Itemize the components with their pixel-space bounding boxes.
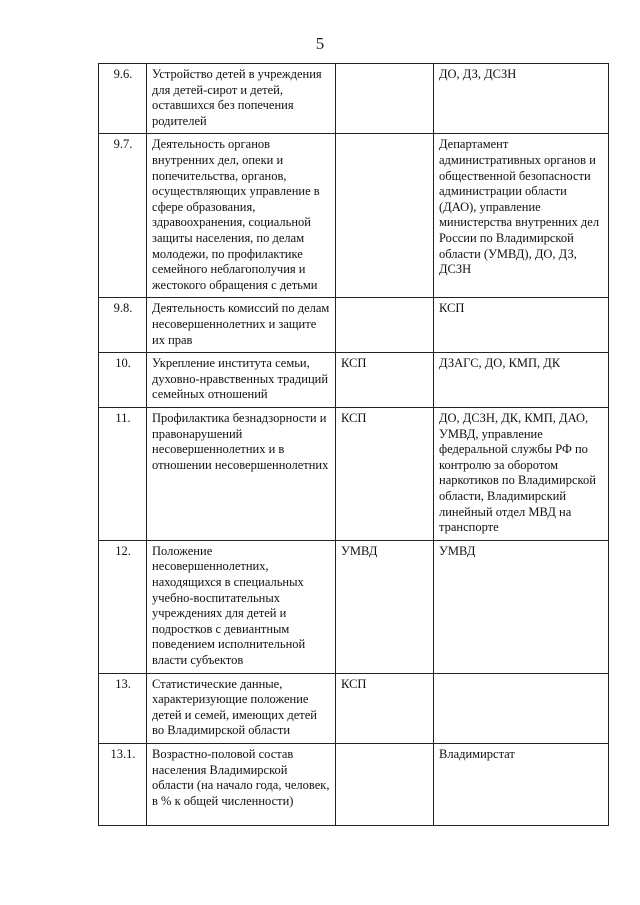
table-row <box>99 743 609 825</box>
row-responsible: КСП <box>336 673 434 743</box>
row-number: 9.6. <box>99 64 147 134</box>
row-number: 12. <box>99 540 147 673</box>
page-number: 5 <box>315 34 325 53</box>
table-row <box>99 408 609 541</box>
row-sources: Владимирстат <box>434 743 609 825</box>
row-responsible <box>336 298 434 353</box>
table-row <box>99 298 609 353</box>
row-number: 9.7. <box>99 134 147 298</box>
row-name: Деятельность органов внутренних дел, опеки и попечительства, органов, осуществляющих управление в сфере образования, здравоохранения, социальной защиты населения, по делам молодежи, по профилактике семейного неблагополучия и жестокого обращения с детьми <box>147 134 336 298</box>
row-number: 11. <box>99 408 147 541</box>
row-sources: КСП <box>434 298 609 353</box>
row-name: Статистические данные, характеризующие положение детей и семей, имеющих детей во Владимирской области <box>147 673 336 743</box>
document-table <box>98 63 609 826</box>
row-name: Устройство детей в учреждения для детей-сирот и детей, оставшихся без попечения родителей <box>147 64 336 134</box>
row-number: 10. <box>99 353 147 408</box>
row-number: 9.8. <box>99 298 147 353</box>
row-name: Профилактика безнадзорности и правонарушений несовершеннолетних и в отношении несовершеннолетних <box>147 408 336 541</box>
row-number: 13.1. <box>99 743 147 825</box>
table-row <box>99 540 609 673</box>
row-name: Укрепление института семьи, духовно-нравственных традиций семейных отношений <box>147 353 336 408</box>
row-number: 13. <box>99 673 147 743</box>
row-sources: ДО, ДСЗН, ДК, КМП, ДАО, УМВД, управление федеральной службы РФ по контролю за оборотом наркотиков по Владимирской области, Владимирский линейный отдел МВД на транспорте <box>434 408 609 541</box>
row-sources: УМВД <box>434 540 609 673</box>
table-row <box>99 134 609 298</box>
row-sources: Департамент административных органов и общественной безопасности администрации области (ДАО), управление министерства внутренних дел России по Владимирской области (УМВД), ДО, ДЗ, ДСЗН <box>434 134 609 298</box>
row-sources: ДО, ДЗ, ДСЗН <box>434 64 609 134</box>
row-responsible: УМВД <box>336 540 434 673</box>
row-responsible <box>336 134 434 298</box>
row-responsible <box>336 743 434 825</box>
table-row <box>99 353 609 408</box>
table-row <box>99 673 609 743</box>
row-responsible: КСП <box>336 408 434 541</box>
row-responsible: КСП <box>336 353 434 408</box>
row-name: Возрастно-половой состав населения Владимирской области (на начало года, человек, в % к общей численности) <box>147 743 336 825</box>
row-responsible <box>336 64 434 134</box>
row-name: Положение несовершеннолетних, находящихся в специальных учебно-воспитательных учреждениях для детей и подростков с девиантным поведением исполнительной власти субъектов <box>147 540 336 673</box>
table-row <box>99 64 609 134</box>
row-name: Деятельность комиссий по делам несовершеннолетних и защите их прав <box>147 298 336 353</box>
row-sources <box>434 673 609 743</box>
row-sources: ДЗАГС, ДО, КМП, ДК <box>434 353 609 408</box>
